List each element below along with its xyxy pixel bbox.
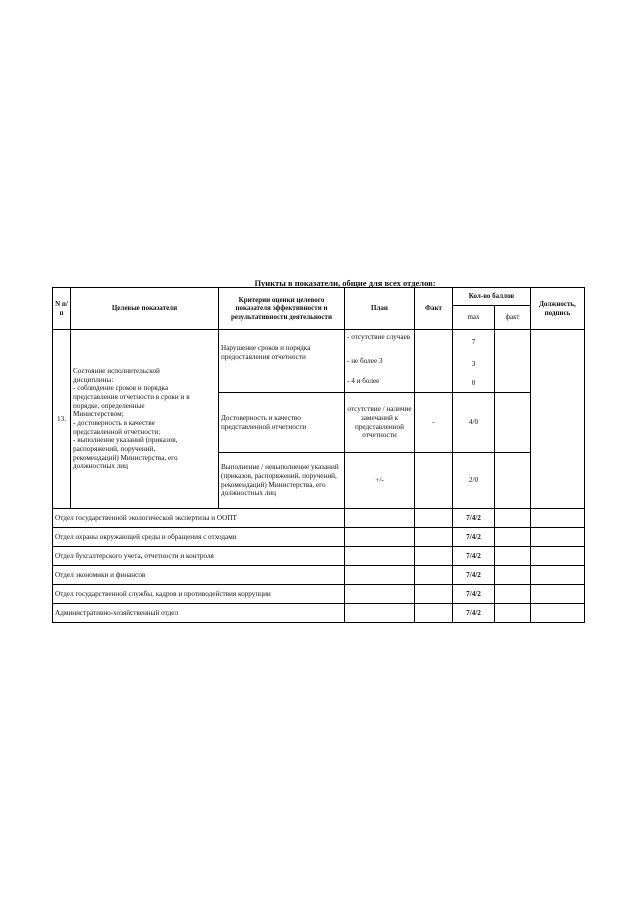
criterion-text: Нарушение сроков и порядка предоставления отчетности — [219, 330, 345, 393]
position-signature-cell — [531, 547, 585, 566]
department-name: Отдел бухгалтерского учета, отчетности и контроля — [53, 547, 345, 566]
points-value: 3 — [471, 360, 476, 368]
fact-cell — [415, 453, 453, 509]
points-value: 7 — [471, 338, 476, 346]
target-line: должностных лиц — [73, 462, 129, 471]
points-value: 0 — [471, 379, 476, 387]
position-signature-cell — [531, 566, 585, 585]
position-signature-cell — [531, 604, 585, 623]
department-name: Отдел экономики и финансов — [53, 566, 345, 585]
header-target: Целевые показатели — [71, 288, 219, 330]
department-row — [53, 585, 585, 604]
plan-cell — [345, 330, 415, 393]
points-fact-cell — [495, 585, 531, 604]
points-fact-cell — [495, 547, 531, 566]
fact-cell — [415, 585, 453, 604]
target-line: дисциплины: — [73, 375, 114, 384]
header-position: Должность, подпись — [531, 288, 585, 330]
fact-cell — [415, 528, 453, 547]
points-fact-cell — [495, 393, 531, 453]
fact-cell — [415, 547, 453, 566]
department-points: 7/4/2 — [453, 604, 495, 623]
department-row — [53, 547, 585, 566]
position-signature-cell — [531, 528, 585, 547]
fact-cell — [415, 509, 453, 528]
target-line: - достоверность в качестве — [73, 419, 155, 427]
points-fact-cell — [495, 604, 531, 623]
points-fact-cell — [495, 509, 531, 528]
target-line: порядке, определенные — [73, 401, 145, 410]
target-line: - выполнение указаний (приказов, — [73, 436, 178, 445]
department-name: Административно-хозяйственный отдел — [53, 604, 345, 623]
header-fact: Факт — [415, 288, 453, 330]
target-line: - соблюдение сроков и порядка — [73, 384, 169, 393]
criterion-text: Выполнение / невыполнение указаний (приказов, распоряжений, поручений, рекомендаций) Министерства, его должностных лиц — [219, 453, 345, 509]
points-fact-cell — [495, 566, 531, 585]
plan-option: отсутствие / наличие замечаний к представленной отчетности — [345, 393, 415, 453]
header-criteria: Критерии оценки целевого показателя эффективности и результативности деятельности — [219, 288, 345, 330]
header-points: Кол-во баллов — [453, 288, 531, 306]
department-row — [53, 604, 585, 623]
department-points: 7/4/2 — [453, 509, 495, 528]
header-num: N п/п — [53, 288, 71, 330]
plan-option: - не более 3 — [347, 357, 383, 365]
plan-option: - отсутствие случаев — [347, 333, 411, 341]
points-fact-cell — [495, 453, 531, 509]
fact-cell: - — [415, 393, 453, 453]
fact-cell — [415, 330, 453, 393]
criterion-text: Достоверность и качество представленной отчетности — [219, 393, 345, 453]
row-number: 13. — [53, 330, 71, 509]
points-value: 4/0 — [453, 393, 495, 453]
department-name: Отдел государственной экологической экспертизы и ООПТ — [53, 509, 345, 528]
department-points: 7/4/2 — [453, 547, 495, 566]
plan-cell — [345, 509, 415, 528]
criterion-row — [53, 330, 585, 393]
header-points-max: max — [453, 306, 495, 330]
target-line: Министерством; — [73, 410, 124, 419]
position-signature-cell — [531, 330, 585, 509]
department-row — [53, 509, 585, 528]
department-name: Отдел охраны окружающей среды и обращения с отходами — [53, 528, 345, 547]
target-indicator-cell — [71, 330, 219, 509]
target-line: Состояние исполнительской — [73, 367, 160, 376]
points-max-cell — [453, 330, 495, 393]
department-name: Отдел государственной службы, кадров и противодействия коррупции — [53, 585, 345, 604]
department-row — [53, 528, 585, 547]
plan-cell — [345, 528, 415, 547]
plan-option: - 4 и более — [347, 377, 380, 385]
points-fact-cell — [495, 330, 531, 393]
plan-option: +/- — [345, 453, 415, 509]
department-points: 7/4/2 — [453, 585, 495, 604]
department-points: 7/4/2 — [453, 528, 495, 547]
points-fact-cell — [495, 528, 531, 547]
plan-cell — [345, 604, 415, 623]
fact-cell — [415, 604, 453, 623]
plan-cell — [345, 547, 415, 566]
department-row — [53, 566, 585, 585]
fact-cell — [415, 566, 453, 585]
department-points: 7/4/2 — [453, 566, 495, 585]
target-line: распоряжений, поручений, — [73, 444, 156, 453]
plan-cell — [345, 566, 415, 585]
target-line: представления отчетности в сроки и в — [73, 393, 190, 402]
document-title: Пункты в показатели, общие для всех отделов: — [254, 278, 436, 288]
plan-cell — [345, 585, 415, 604]
position-signature-cell — [531, 509, 585, 528]
points-value: 2/0 — [453, 453, 495, 509]
header-row — [53, 288, 585, 306]
header-points-fact: факт — [495, 306, 531, 330]
position-signature-cell — [531, 585, 585, 604]
target-line: рекомендаций) Министерства, его — [73, 453, 178, 462]
header-plan: План — [345, 288, 415, 330]
indicators-table — [52, 287, 585, 623]
target-line: представленной отчетности; — [73, 427, 161, 436]
